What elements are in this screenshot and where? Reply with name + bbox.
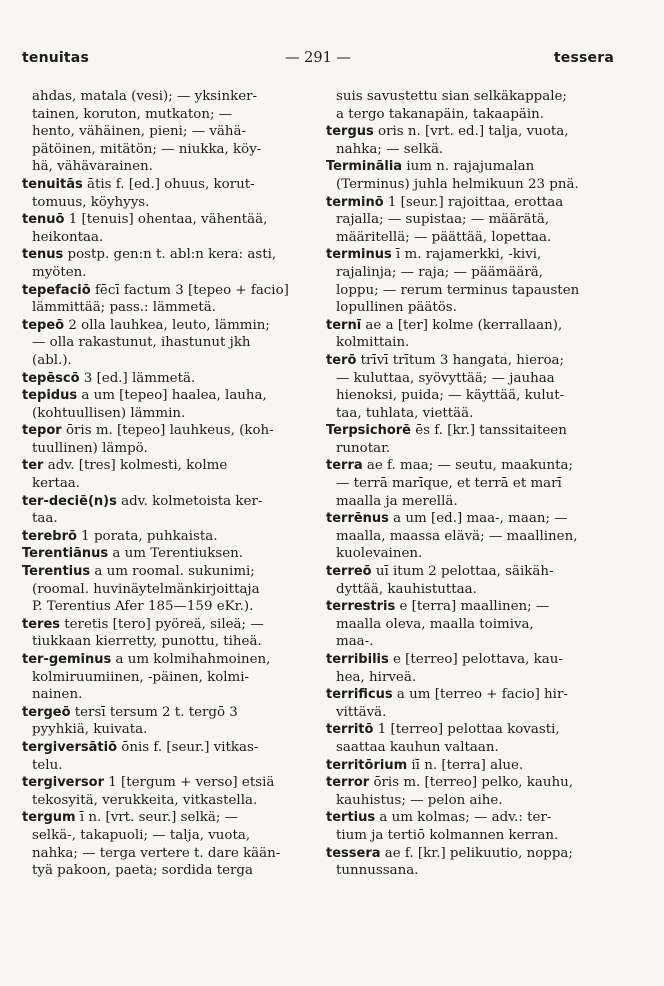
headword: tenuō — [22, 212, 65, 228]
headword: terminō — [326, 194, 384, 210]
text-line: terebrō 1 porata, puhkaista. — [22, 528, 218, 544]
text-line: (Terminus) juhla helmikuun 23 pnä. — [336, 176, 579, 192]
text-line: terribilis e [terreo] pelottava, kau- — [326, 652, 563, 667]
text-line: tepeō 2 olla lauhkea, leuto, lämmin; — [22, 317, 270, 333]
text-line: tenus postp. gen:n t. abl:n kera: asti, — [22, 247, 277, 263]
text-line: tomuus, köyhyys. — [32, 194, 150, 210]
text-line: ter adv. [tres] kolmesti, kolme — [22, 458, 228, 474]
headword: terribilis — [326, 652, 389, 667]
text-line: vittävä. — [336, 704, 387, 720]
text-line: rajalinja; — raja; — päämäärä, — [336, 264, 544, 280]
text-line: (abl.). — [32, 352, 72, 368]
text-line: telu. — [32, 757, 63, 773]
text-line: pätöinen, mitätön; — niukka, köy- — [32, 141, 262, 157]
text-line: tenuō 1 [tenuis] ohentaa, vähentää, — [22, 212, 268, 228]
headword: terrificus — [326, 687, 393, 703]
headword: terminus — [326, 247, 392, 263]
text-line: kauhistus; — pelon aihe. — [336, 792, 503, 808]
text-line: Terentiānus a um Terentiuksen. — [22, 546, 244, 562]
text-line: tertius a um kolmas; — adv.: ter- — [326, 810, 552, 826]
text-line: tunnussana. — [336, 863, 419, 879]
text-line: kertaa. — [32, 476, 81, 492]
text-line: tepefaciō fēcī factum 3 [tepeo + facio] — [22, 282, 289, 298]
headword: Terminālia — [326, 159, 403, 175]
headword: ter-geminus — [22, 652, 112, 667]
headword: tepor — [22, 423, 62, 439]
text-line: tenuitās ātis f. [ed.] ohuus, korut- — [22, 176, 255, 192]
text-line: hienoksi, puida; — käyttää, kulut- — [336, 388, 565, 404]
text-line: tessera ae f. [kr.] pelikuutio, noppa; — [326, 845, 573, 861]
text-line: ahdas, matala (vesi); — yksinker- — [32, 89, 258, 104]
headword: tepēscō — [22, 370, 80, 386]
text-line: territōrium iī n. [terra] alue. — [326, 757, 524, 773]
text-line: hea, hirveä. — [336, 669, 417, 685]
text-line: terminus ī m. rajamerkki, -kivi, — [326, 247, 542, 263]
headword: terra — [326, 458, 363, 474]
text-line: pyyhkiä, kuivata. — [32, 722, 148, 738]
text-line: tepidus a um [tepeo] haalea, lauha, — [22, 388, 267, 404]
headword: tergiversor — [22, 775, 104, 791]
text-line: terrificus a um [terreo + facio] hir- — [326, 687, 568, 703]
text-line: territō 1 [terreo] pelottaa kovasti, — [326, 722, 560, 738]
text-line: tergiversor 1 [tergum + verso] etsiä — [22, 775, 275, 791]
text-line: heikontaa. — [32, 229, 104, 245]
text-line: tainen, koruton, mutkaton; — — [32, 106, 233, 122]
headword: tergeō — [22, 704, 71, 720]
headword: tenuitās — [22, 176, 83, 192]
text-line: rajalla; — supistaa; — määrätä, — [336, 212, 550, 228]
text-line: tuullinen) lämpö. — [32, 440, 148, 456]
text-line: määritellä; — päättää, lopettaa. — [336, 229, 552, 245]
text-line: tergeō tersī tersum 2 t. tergō 3 — [22, 704, 238, 720]
text-line: nahka; — selkä. — [336, 141, 444, 157]
right-column — [326, 88, 614, 880]
text-line: tekosyitä, verukkeita, vitkastella. — [32, 792, 258, 808]
text-line: — terrā marīque, et terrā et marī — [336, 476, 562, 492]
text-line: tergiversātiō ōnis f. [seur.] vitkas- — [22, 739, 259, 755]
headword: terrēnus — [326, 511, 389, 527]
left-column — [22, 88, 310, 880]
text-line: a tergo takanapäin, takaapäin. — [336, 106, 545, 122]
header-last-word: tessera — [553, 50, 614, 66]
headword: ter — [22, 458, 44, 474]
text-line: tergum ī n. [vrt. seur.] selkä; — — [22, 810, 239, 826]
headword: Terentiānus — [22, 546, 109, 562]
headword: tepeō — [22, 317, 65, 333]
page-number: — 291 — — [285, 50, 351, 66]
text-line: terror ōris m. [terreo] pelko, kauhu, — [326, 775, 574, 791]
text-line: ternī ae a [ter] kolme (kerrallaan), — [326, 317, 563, 333]
headword: ter-deciē(n)s — [22, 493, 117, 509]
text-line: terrēnus a um [ed.] maa-, maan; — — [326, 511, 568, 527]
headword: terebrō — [22, 528, 77, 544]
text-line: tiukkaan kierretty, punottu, tiheä. — [32, 634, 262, 650]
text-line: Terminālia ium n. rajajumalan — [326, 159, 535, 175]
text-line: hä, vähävarainen. — [32, 159, 153, 175]
text-line: maalla oleva, maalla toimiva, — [336, 616, 534, 632]
headword: terrestris — [326, 599, 396, 615]
text-line: Terpsichorē ēs f. [kr.] tanssitaiteen — [326, 423, 567, 439]
text-line: (roomal. huvinäytelmänkirjoittaja — [32, 581, 260, 597]
headword: tepidus — [22, 388, 78, 404]
text-line: ter-deciē(n)s adv. kolmetoista ker- — [22, 493, 263, 509]
text-line: terreō uī itum 2 pelottaa, säikäh- — [326, 564, 554, 580]
text-line: tergus oris n. [vrt. ed.] talja, vuota, — [326, 124, 569, 140]
text-line: taa. — [32, 511, 58, 527]
text-line: hento, vähäinen, pieni; — vähä- — [32, 124, 247, 140]
text-line: — kuluttaa, syövyttää; — jauhaa — [336, 370, 555, 386]
text-line: suis savustettu sian selkäkappale; — [336, 89, 567, 104]
headword: terō — [326, 352, 357, 368]
headword: tenus — [22, 247, 64, 263]
text-line: runotar. — [336, 440, 391, 456]
text-line: kolmittain. — [336, 335, 410, 351]
page-header — [22, 50, 614, 74]
headword: Terpsichorē — [326, 423, 411, 439]
text-line: kuolevainen. — [336, 546, 423, 562]
text-line: tyä pakoon, paeta; sordida terga — [32, 863, 253, 879]
text-line: maa-. — [336, 634, 374, 650]
text-line: lopullinen päätös. — [336, 300, 457, 316]
text-line: tepēscō 3 [ed.] lämmetä. — [22, 370, 196, 386]
text-line: teres teretis [tero] pyöreä, sileä; — — [22, 616, 264, 632]
headword: terreō — [326, 564, 372, 580]
headword: tessera — [326, 845, 381, 861]
text-line: P. Terentius Afer 185—159 eKr.). — [32, 599, 254, 615]
headword: teres — [22, 616, 60, 632]
text-line: kolmiruumiinen, -päinen, kolmi- — [32, 669, 250, 685]
headword: tergum — [22, 810, 76, 826]
headword: tergus — [326, 124, 374, 140]
text-line: lämmittää; pass.: lämmetä. — [32, 300, 216, 316]
text-line: ter-geminus a um kolmihahmoinen, — [22, 652, 271, 667]
text-line: nahka; — terga vertere t. dare kään- — [32, 845, 281, 861]
headword: ternī — [326, 317, 362, 333]
headword: tepefaciō — [22, 282, 91, 298]
text-line: nainen. — [32, 687, 83, 703]
text-line: terra ae f. maa; — seutu, maakunta; — [326, 458, 573, 474]
text-line: — olla rakastunut, ihastunut jkh — [32, 335, 251, 351]
text-line: saattaa kauhun valtaan. — [336, 739, 499, 755]
text-line: selkä-, takapuoli; — talja, vuota, — [32, 827, 251, 843]
headword: tertius — [326, 810, 376, 826]
text-line: terminō 1 [seur.] rajoittaa, erottaa — [326, 194, 564, 210]
headword: territō — [326, 722, 374, 738]
text-line: (kohtuullisen) lämmin. — [32, 405, 186, 421]
headword: tergiversātiō — [22, 739, 118, 755]
headword: Terentius — [22, 564, 91, 580]
text-line: loppu; — rerum terminus tapausten — [336, 282, 580, 298]
headword: territōrium — [326, 757, 408, 773]
text-line: myöten. — [32, 264, 87, 280]
text-line: Terentius a um roomal. sukunimi; — [22, 564, 255, 580]
header-first-word: tenuitas — [22, 50, 89, 66]
text-line: terō trīvī trītum 3 hangata, hieroa; — [326, 352, 565, 368]
text-line: maalla, maassa elävä; — maallinen, — [336, 528, 578, 544]
text-line: dyttää, kauhistuttaa. — [336, 581, 477, 597]
text-line: taa, tuhlata, viettää. — [336, 405, 474, 421]
text-line: terrestris e [terra] maallinen; — — [326, 599, 550, 615]
text-line: tepor ōris m. [tepeo] lauhkeus, (koh- — [22, 423, 274, 439]
headword: terror — [326, 775, 370, 791]
text-line: maalla ja merellä. — [336, 493, 458, 509]
text-line: tium ja tertiō kolmannen kerran. — [336, 827, 559, 843]
